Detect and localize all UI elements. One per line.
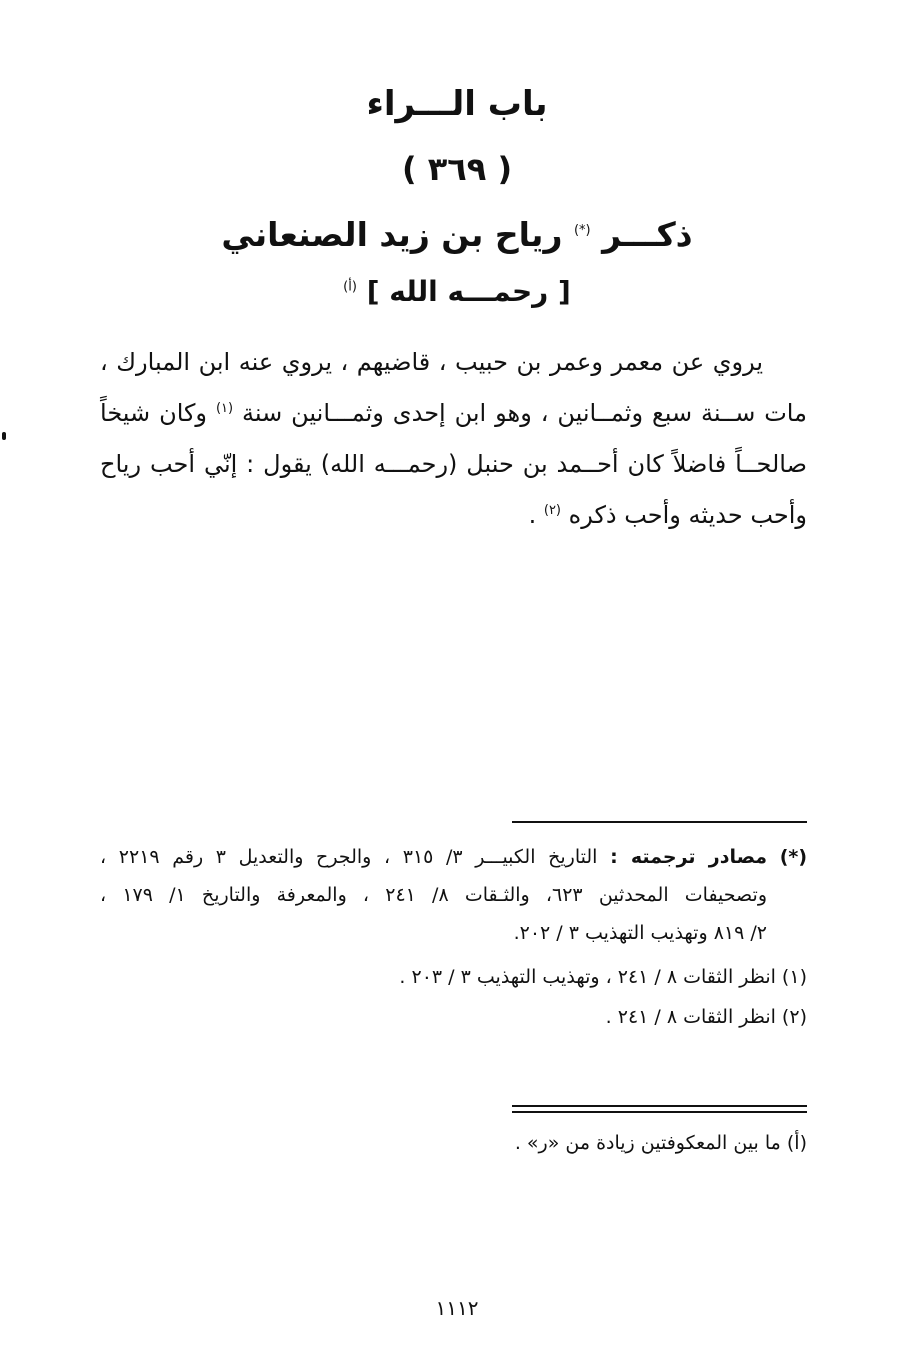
editorial-note-text: (أ) ما بين المعكوفتين زيادة من «ر» . — [514, 1132, 807, 1154]
entry-number — [0, 148, 914, 190]
sources-footnote-label-marker: (*) — [779, 846, 808, 868]
entry-number-text: ( ٣٦٩ ) — [401, 150, 513, 188]
paragraph-line-4 — [100, 490, 807, 541]
sources-footnote-label: مصادر ترجمته : — [610, 846, 768, 868]
paragraph-line-4-text-b: . — [528, 501, 537, 529]
editorial-separator-top — [512, 1105, 807, 1107]
footnote-marker-1: (١) — [215, 401, 234, 416]
paragraph-line-3-text: صالحــاً فاضلاً كان أحــمد بن حنبل (رحمـــه الله) يقول : إنّي أحب رياح — [100, 450, 807, 478]
paragraph-line-1-text: يروي عن معمر وعمر بن حبيب ، قاضيهم ، يروي عنه ابن المبارك ، — [100, 348, 763, 376]
footnote-marker-2: (٢) — [543, 503, 561, 518]
chapter-heading — [0, 82, 914, 126]
paragraph-line-1 — [100, 337, 807, 388]
editorial-footnote-marker: (أ) — [343, 279, 357, 295]
sources-footnote-line-3 — [100, 914, 807, 952]
paragraph-line-2-text-b: وكان شيخاً — [100, 399, 208, 427]
entry-title-name: رياح بن زيد الصنعاني — [221, 215, 563, 254]
sources-footnote-text-3: ٢/ ٨١٩ وتهذيب التهذيب ٣ / ٢٠٢. — [513, 922, 767, 944]
sources-footnote-line-1 — [100, 838, 807, 876]
entry-blessing — [0, 272, 914, 312]
sources-footnote-text-1: التاريخ الكبيـــر ٣/ ٣١٥ ، والجرح والتعديل ٣ رقم ٢٢١٩ ، — [100, 846, 598, 868]
paragraph-line-2 — [100, 388, 807, 439]
editorial-separator-bottom — [512, 1111, 807, 1113]
footnote-separator — [512, 821, 807, 823]
paragraph-line-2-text-a: مات ســنة سبع وثمــانين ، وهو ابن إحدى وثمـــانين سنة — [242, 399, 807, 427]
footnote-2 — [100, 998, 807, 1036]
entry-title-word: ذكـــر — [602, 215, 693, 254]
footnote-1-text: (١) انظر الثقات ٨ / ٢٤١ ، وتهذيب التهذيب ٣ / ٢٠٣ . — [399, 966, 807, 988]
footnote-1 — [100, 958, 807, 996]
editorial-note — [100, 1124, 807, 1162]
chapter-heading-text: باب الـــراء — [366, 84, 548, 124]
scan-edge-mark — [2, 432, 6, 440]
sources-footnote-text-2: وتصحيفات المحدثين ٦٢٣، والثـقات ٨/ ٢٤١ ، والمعرفة والتاريخ ١/ ١٧٩ ، — [100, 884, 767, 906]
paragraph-line-4-text-a: وأحب حديثه وأحب ذكره — [568, 501, 807, 529]
entry-blessing-text: [ رحمـــه الله ] — [366, 275, 571, 308]
sources-footnote-marker: (*) — [573, 223, 591, 238]
page-number — [0, 1294, 914, 1322]
sources-footnote-line-2 — [100, 876, 807, 914]
paragraph-line-3 — [100, 439, 807, 490]
footnote-2-text: (٢) انظر الثقات ٨ / ٢٤١ . — [605, 1006, 807, 1028]
entry-title — [0, 212, 914, 258]
page-number-text: ١١١٢ — [435, 1296, 479, 1320]
